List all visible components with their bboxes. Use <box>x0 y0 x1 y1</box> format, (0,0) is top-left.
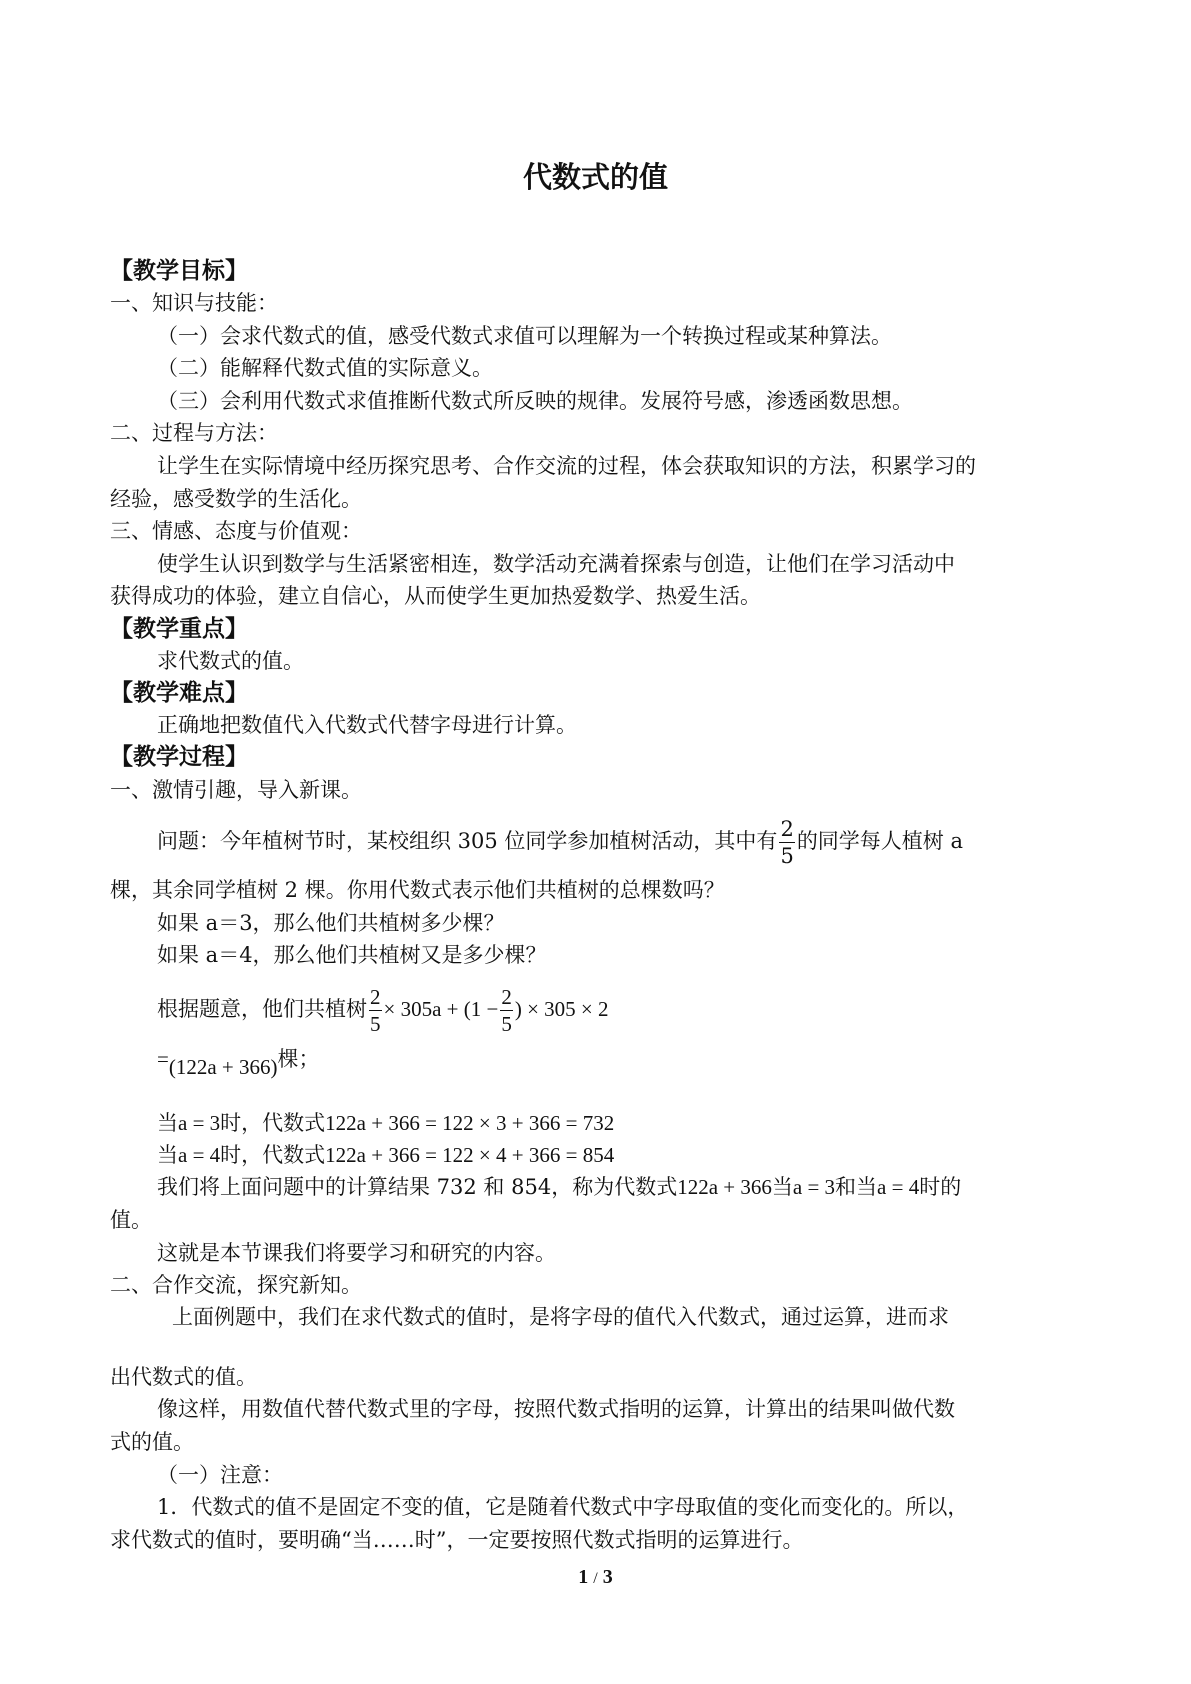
evaluation-formula: 122a + 366 = 122 × 3 + 366 = 732 <box>325 1111 615 1135</box>
calc-expr-c: ) × 305 × 2 <box>514 997 609 1021</box>
unit-text: 棵； <box>277 1047 320 1071</box>
fraction-denominator: 5 <box>780 844 794 868</box>
result-text-e: 和当 <box>835 1175 878 1199</box>
fraction-two-fifths <box>779 816 794 869</box>
key-point-text: 求代数式的值。 <box>157 649 304 673</box>
problem-line <box>157 816 963 869</box>
goal-item-2: （二）能解释代数式值的实际意义。 <box>157 356 493 380</box>
explore-paragraph-line2: 出代数式的值。 <box>110 1365 257 1389</box>
calculation-line <box>157 984 609 1037</box>
expression-label: 时，代数式 <box>220 1111 326 1135</box>
section-process: 二、过程与方法： <box>110 421 278 445</box>
goals-heading: 【教学目标】 <box>110 258 248 284</box>
result-expression: (122a + 366) <box>168 1055 278 1079</box>
equals-sign: = <box>157 1047 169 1071</box>
expression-label: 时，代数式 <box>220 1143 326 1167</box>
evaluation-a3 <box>157 1108 614 1138</box>
fraction-denominator: 5 <box>370 1012 381 1036</box>
definition-line2: 式的值。 <box>110 1430 194 1454</box>
condition-a3: a = 3 <box>178 1111 221 1135</box>
section-knowledge: 一、知识与技能： <box>110 291 278 315</box>
result-expression-line <box>157 1047 320 1082</box>
page-separator: / <box>593 1570 598 1587</box>
current-page: 1 <box>578 1566 589 1588</box>
question-a4: 如果 a＝4，那么他们共植树又是多少棵？ <box>157 943 547 967</box>
fraction-numerator: 2 <box>501 985 512 1009</box>
section-emotion: 三、情感、态度与价值观： <box>110 519 362 543</box>
key-point-heading: 【教学重点】 <box>110 616 248 642</box>
result-text-g: 时的 <box>919 1175 962 1199</box>
page-number <box>0 1566 1191 1589</box>
process-paragraph-line1: 让学生在实际情境中经历探究思考、合作交流的过程，体会获取知识的方法，积累学习的 <box>157 454 976 478</box>
problem-line-2: 棵，其余同学植树 2 棵。你用代数式表示他们共植树的总棵数吗？ <box>110 878 725 902</box>
explore-paragraph-line1: 上面例题中，我们在求代数式的值时，是将字母的值代入代数式，通过运算，进而求 <box>172 1305 949 1329</box>
process-paragraph-line2: 经验，感受数学的生活化。 <box>110 487 362 511</box>
note-item-1-line2: 求代数式的值时，要明确“当……时”，一定要按照代数式指明的运算进行。 <box>110 1528 804 1552</box>
when-text: 当 <box>157 1111 178 1135</box>
fraction-numerator: 2 <box>780 817 794 841</box>
difficulty-heading: 【教学难点】 <box>110 680 248 706</box>
evaluation-formula: 122a + 366 = 122 × 4 + 366 = 854 <box>325 1143 615 1167</box>
part-one-heading: 一、激情引趣，导入新课。 <box>110 778 362 802</box>
fraction-denominator: 5 <box>501 1012 512 1036</box>
calc-expr-b: × 305a + (1 − <box>383 997 499 1021</box>
goal-item-3: （三）会利用代数式求值推断代数式所反映的规律。发展符号感，渗透函数思想。 <box>157 389 913 413</box>
goal-item-1: （一）会求代数式的值，感受代数式求值可以理解为一个转换过程或某种算法。 <box>157 324 892 348</box>
result-condition-a3: a = 3 <box>792 1175 836 1199</box>
page-title: 代数式的值 <box>522 160 668 194</box>
calc-text: 根据题意，他们共植树 <box>157 997 367 1021</box>
result-condition-a4: a = 4 <box>877 1175 920 1199</box>
result-expression: 122a + 366 <box>677 1175 772 1199</box>
emotion-paragraph-line2: 获得成功的体验，建立自信心，从而使学生更加热爱数学、热爱生活。 <box>110 584 761 608</box>
definition-line1: 像这样，用数值代替代数式里的字母，按照代数式指明的运算，计算出的结果叫做代数 <box>157 1397 955 1421</box>
when-text: 当 <box>157 1143 178 1167</box>
result-text-a: 我们将上面问题中的计算结果 732 和 854，称为代数式 <box>157 1175 678 1199</box>
problem-text-a: 问题：今年植树节时，某校组织 305 位同学参加植树活动，其中有 <box>157 829 778 853</box>
fraction-numerator: 2 <box>370 985 381 1009</box>
total-pages: 3 <box>602 1566 613 1588</box>
note-heading: （一）注意： <box>157 1463 283 1487</box>
emotion-paragraph-line1: 使学生认识到数学与生活紧密相连，数学活动充满着探索与创造，让他们在学习活动中 <box>157 552 955 576</box>
question-a3: 如果 a＝3，那么他们共植树多少棵？ <box>157 911 505 935</box>
fraction-two-fifths-b <box>500 984 513 1037</box>
result-statement <box>157 1172 961 1202</box>
fraction-two-fifths-a <box>369 984 382 1037</box>
evaluation-a4 <box>157 1140 614 1170</box>
problem-text-b: 的同学每人植树 a <box>796 829 964 853</box>
result-statement-end: 值。 <box>110 1208 152 1232</box>
part-two-heading: 二、合作交流，探究新知。 <box>110 1273 362 1297</box>
result-text-c: 当 <box>771 1175 793 1199</box>
note-item-1-line1: 1．代数式的值不是固定不变的值，它是随着代数式中字母取值的变化而变化的。所以， <box>157 1495 969 1519</box>
condition-a4: a = 4 <box>178 1143 221 1167</box>
lesson-content-note: 这就是本节课我们将要学习和研究的内容。 <box>157 1241 556 1265</box>
difficulty-text: 正确地把数值代入代数式代替字母进行计算。 <box>157 713 577 737</box>
process-heading: 【教学过程】 <box>110 744 248 770</box>
